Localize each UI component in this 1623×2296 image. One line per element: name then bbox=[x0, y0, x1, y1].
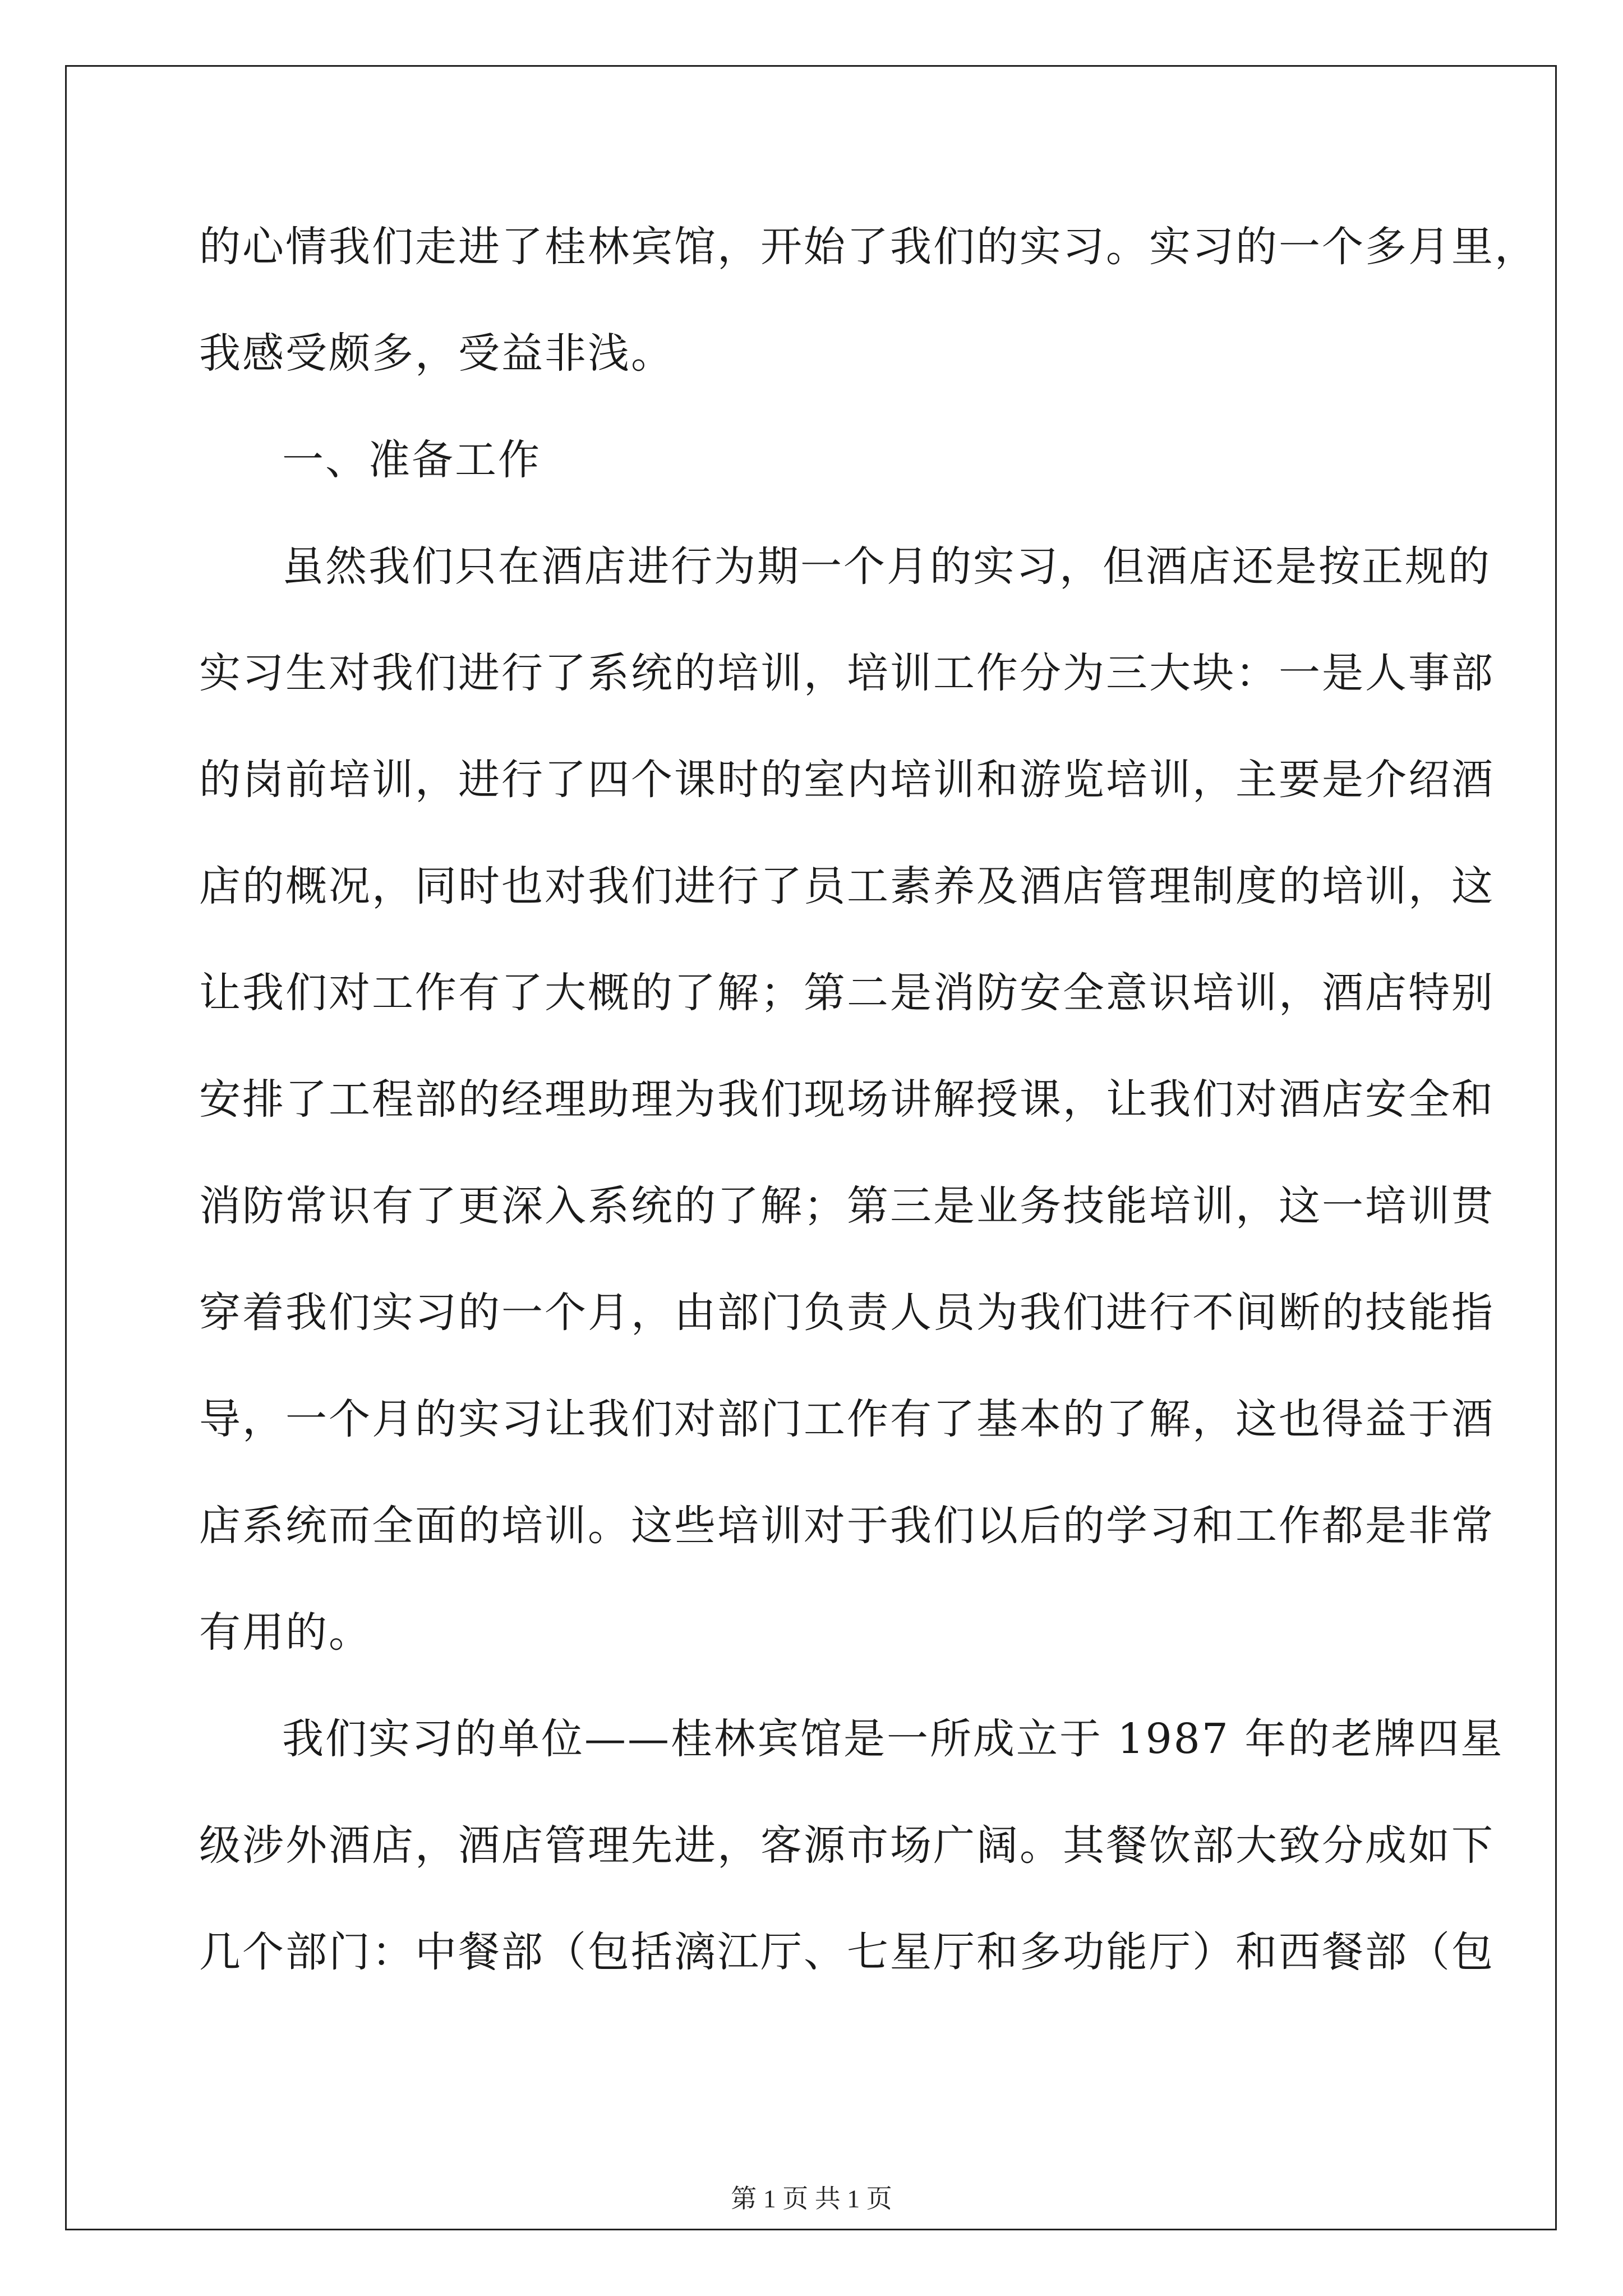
text-line: 导，一个月的实习让我们对部门工作有了基本的了解，这也得益于酒 bbox=[199, 1395, 1495, 1443]
text-line: 安排了工程部的经理助理为我们现场讲解授课，让我们对酒店安全和 bbox=[199, 1075, 1495, 1124]
document-body bbox=[199, 194, 1538, 2005]
page-footer: 第 1 页 共 1 页 bbox=[731, 2184, 892, 2213]
text-line: 的岗前培训，进行了四个课时的室内培训和游览培训，主要是介绍酒 bbox=[199, 756, 1495, 804]
text-line: 实习生对我们进行了系统的培训，培训工作分为三大块：一是人事部 bbox=[199, 649, 1495, 697]
text-line: 的心情我们走进了桂林宾馆，开始了我们的实习。实习的一个多月里， bbox=[199, 223, 1538, 271]
text-line: 消防常识有了更深入系统的了解；第三是业务技能培训，这一培训贯 bbox=[199, 1182, 1495, 1230]
text-line: 穿着我们实习的一个月，由部门负责人员为我们进行不间断的技能指 bbox=[199, 1289, 1495, 1337]
text-line: 有用的。 bbox=[199, 1608, 372, 1657]
text-line: 让我们对工作有了大概的了解；第二是消防安全意识培训，酒店特别 bbox=[199, 969, 1495, 1017]
section-heading: 一、准备工作 bbox=[282, 436, 541, 484]
text-line: 级涉外酒店，酒店管理先进，客源市场广阔。其餐饮部大致分成如下 bbox=[199, 1821, 1495, 1870]
text-line: 我感受颇多，受益非浅。 bbox=[199, 329, 674, 378]
text-line: 虽然我们只在酒店进行为期一个月的实习，但酒店还是按正规的 bbox=[282, 542, 1491, 591]
text-line: 我们实习的单位——桂林宾馆是一所成立于 1987 年的老牌四星 bbox=[282, 1715, 1504, 1763]
text-line: 店系统而全面的培训。这些培训对于我们以后的学习和工作都是非常 bbox=[199, 1502, 1495, 1550]
text-line: 几个部门：中餐部（包括漓江厅、七星厅和多功能厅）和西餐部（包 bbox=[199, 1928, 1495, 1976]
text-line: 店的概况，同时也对我们进行了员工素养及酒店管理制度的培训，这 bbox=[199, 862, 1495, 910]
